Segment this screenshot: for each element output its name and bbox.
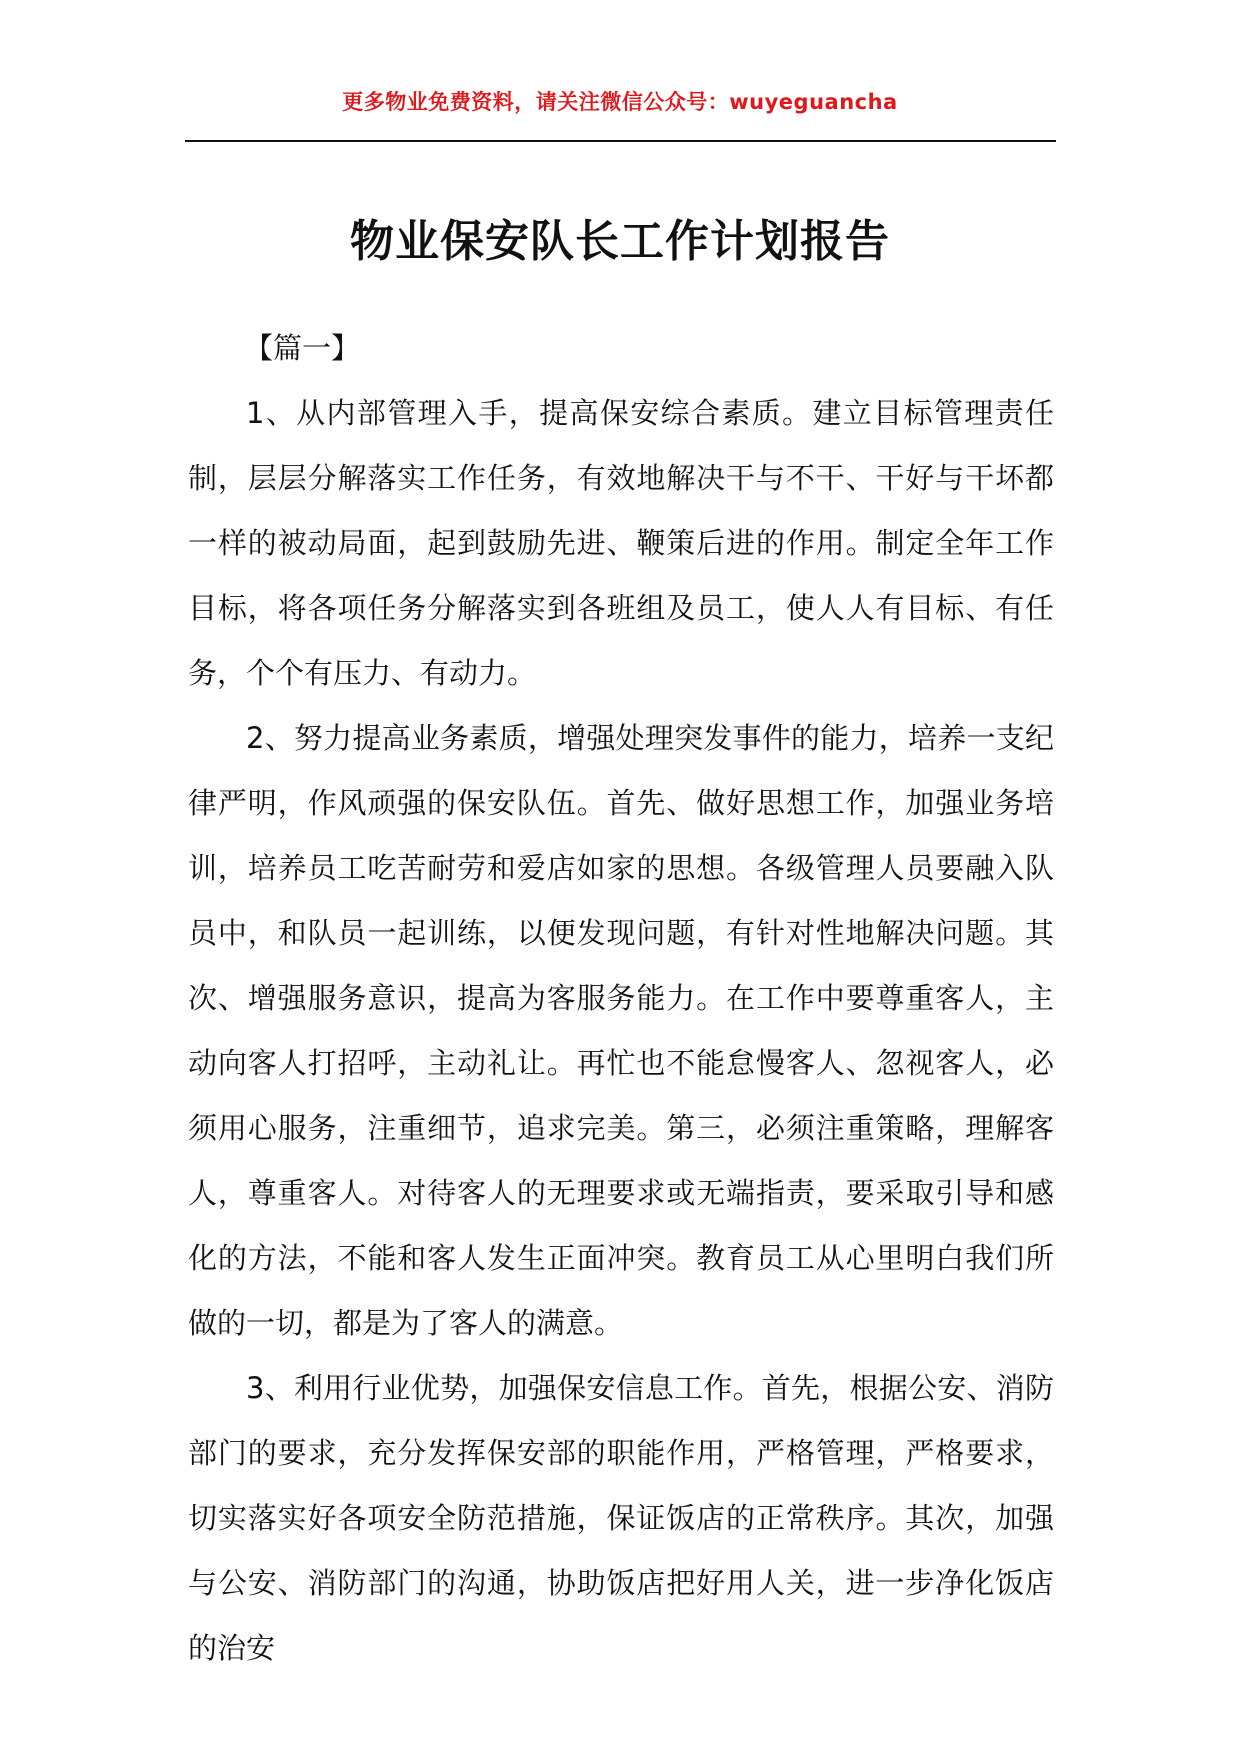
header-divider xyxy=(185,140,1056,142)
section-label: 【篇一】 xyxy=(244,331,361,365)
paragraph-3: 3、利用行业优势，加强保安信息工作。首先，根据公安、消防部门的要求，充分发挥保安部的职能作用，严格管理，严格要求，切实落实好各项安全防范措施，保证饭店的正常秩序。其次，加强与公安、消防部门的沟通，协助饭店把好用人关，进一步净化饭店的治安 xyxy=(188,1371,1054,1665)
paragraph-2: 2、努力提高业务素质，增强处理突发事件的能力，培养一支纪律严明，作风顽强的保安队伍。首先、做好思想工作，加强业务培训，培养员工吃苦耐劳和爱店如家的思想。各级管理人员要融入队员中，和队员一起训练，以便发现问题，有针对性地解决问题。其次、增强服务意识，提高为客服务能力。在工作中要尊重客人，主动向客人打招呼，主动礼让。再忙也不能怠慢客人、忽视客人，必须用心服务，注重细节，追求完美。第三，必须注重策略，理解客人，尊重客人。对待客人的无理要求或无端指责，要采取引导和感化的方法，不能和客人发生正面冲突。教育员工从心里明白我们所做的一切，都是为了客人的满意。 xyxy=(188,721,1054,1340)
paragraph-1: 1、从内部管理入手，提高保安综合素质。建立目标管理责任制，层层分解落实工作任务，有效地解决干与不干、干好与干坏都一样的被动局面，起到鼓励先进、鞭策后进的作用。制定全年工作目标，将各项任务分解落实到各班组及员工，使人人有目标、有任务，个个有压力、有动力。 xyxy=(188,396,1054,690)
header-promo-note: 更多物业免费资料，请关注微信公众号：wuyeguancha xyxy=(342,90,898,114)
document-body xyxy=(188,316,1054,1681)
document-title: 物业保安队长工作计划报告 xyxy=(350,216,890,267)
